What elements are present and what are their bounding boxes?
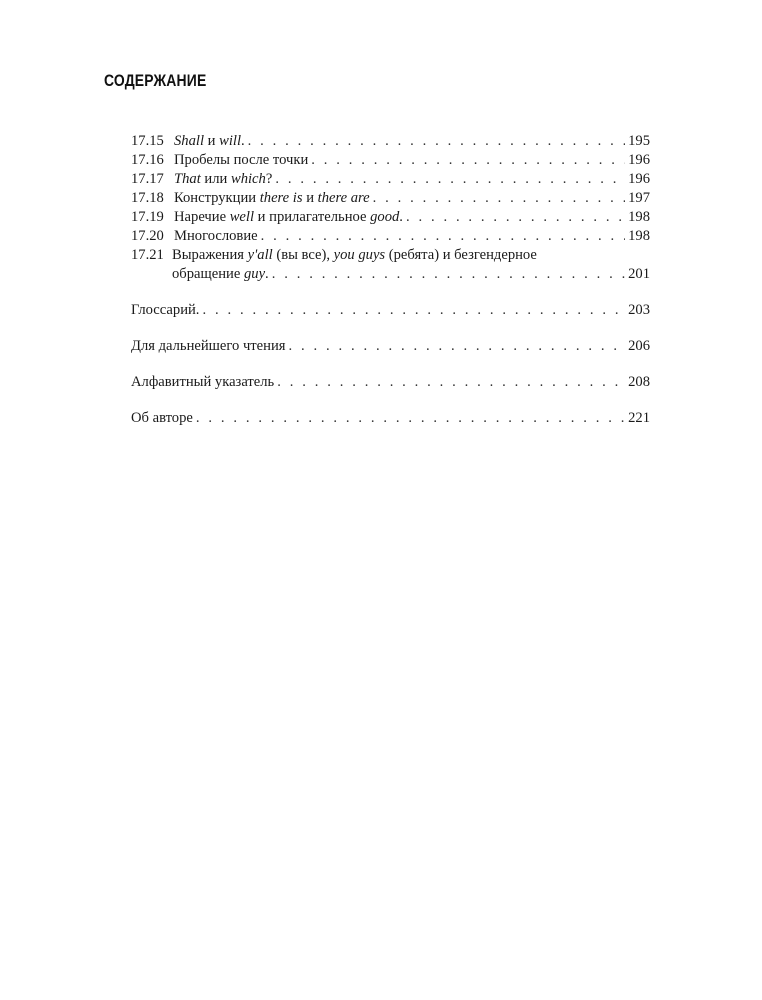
toc-entry[interactable] bbox=[131, 170, 650, 189]
entry-title bbox=[174, 189, 370, 208]
dot-leader bbox=[406, 208, 625, 227]
entry-title bbox=[174, 227, 258, 246]
entry-title-part: . bbox=[265, 266, 269, 282]
toc-section-about-author[interactable] bbox=[131, 409, 650, 428]
entry-title bbox=[172, 246, 537, 265]
section-page-number: 203 bbox=[628, 302, 650, 318]
entry-title-continuation bbox=[172, 265, 269, 284]
entry-number: 17.16 bbox=[131, 152, 164, 168]
section-gap bbox=[131, 284, 650, 301]
entry-title-part: there is bbox=[259, 190, 303, 206]
toc-entry[interactable] bbox=[131, 227, 650, 246]
entry-title-part: обращение bbox=[172, 266, 244, 282]
entry-title-part: Shall bbox=[174, 133, 204, 149]
dot-leader bbox=[275, 170, 625, 189]
entry-title-part: Многословие bbox=[174, 228, 258, 244]
table-of-contents bbox=[131, 132, 650, 428]
toc-entry-line2[interactable] bbox=[131, 265, 650, 284]
section-gap bbox=[131, 320, 650, 337]
toc-entry[interactable] bbox=[131, 151, 650, 170]
entry-title-part: (вы все), bbox=[272, 247, 334, 263]
entry-title-part: y'all bbox=[247, 247, 273, 263]
toc-entry[interactable] bbox=[131, 132, 650, 151]
entry-title-part: Пробелы после точки bbox=[174, 152, 309, 168]
dot-leader bbox=[202, 301, 625, 320]
entry-title-part: there are bbox=[317, 190, 370, 206]
entry-number: 17.18 bbox=[131, 190, 164, 206]
entry-title bbox=[174, 208, 403, 227]
section-gap bbox=[131, 392, 650, 409]
entry-title bbox=[174, 151, 308, 170]
section-title: Глоссарий. bbox=[131, 302, 200, 318]
section-title: Для дальнейшего чтения bbox=[131, 338, 286, 354]
entry-title-part: и bbox=[204, 133, 220, 149]
dot-leader bbox=[288, 337, 625, 356]
entry-number: 17.21 bbox=[131, 247, 164, 263]
section-title: Об авторе bbox=[131, 410, 193, 426]
dot-leader bbox=[248, 132, 625, 151]
entry-title bbox=[174, 170, 272, 189]
section-page-number: 206 bbox=[628, 338, 650, 354]
entry-title-part: Выражения bbox=[172, 247, 248, 263]
entry-title-part: и bbox=[302, 190, 318, 206]
entry-title-part: Конструкции bbox=[174, 190, 260, 206]
entry-number: 17.15 bbox=[131, 133, 164, 149]
entry-title-part: или bbox=[200, 171, 231, 187]
page-title: СОДЕРЖАНИЕ bbox=[104, 71, 207, 90]
entry-page-number: 196 bbox=[628, 171, 650, 187]
entry-title-part: . bbox=[241, 133, 245, 149]
dot-leader bbox=[311, 151, 625, 170]
dot-leader bbox=[196, 409, 625, 428]
section-page-number: 208 bbox=[628, 374, 650, 390]
entry-title bbox=[174, 132, 245, 151]
toc-entry[interactable] bbox=[131, 208, 650, 227]
entry-title-part: (ребята) и безгендерное bbox=[385, 247, 537, 263]
entry-title-part: That bbox=[174, 171, 201, 187]
entry-title-part: good bbox=[370, 209, 400, 225]
entry-title-part: you guys bbox=[333, 247, 386, 263]
entry-page-number: 195 bbox=[628, 133, 650, 149]
entry-title-part: . bbox=[399, 209, 403, 225]
toc-section-index[interactable] bbox=[131, 373, 650, 392]
entry-title-part: Наречие bbox=[174, 209, 230, 225]
section-page-number: 221 bbox=[628, 410, 650, 426]
entry-title-part: и прилагательное bbox=[254, 209, 371, 225]
dot-leader bbox=[277, 373, 625, 392]
entry-title-part: guy bbox=[243, 266, 266, 282]
toc-entry-line1[interactable] bbox=[131, 246, 650, 265]
entry-page-number: 201 bbox=[628, 266, 650, 282]
entry-number: 17.17 bbox=[131, 171, 164, 187]
toc-entry[interactable] bbox=[131, 189, 650, 208]
entry-number: 17.20 bbox=[131, 228, 164, 244]
entry-page-number: 198 bbox=[628, 209, 650, 225]
entry-number: 17.19 bbox=[131, 209, 164, 225]
dot-leader bbox=[373, 189, 625, 208]
entry-page-number: 196 bbox=[628, 152, 650, 168]
entry-title-part: which bbox=[230, 171, 266, 187]
section-gap bbox=[131, 356, 650, 373]
toc-section-further-reading[interactable] bbox=[131, 337, 650, 356]
entry-title-part: will bbox=[219, 133, 242, 149]
entry-page-number: 198 bbox=[628, 228, 650, 244]
section-title: Алфавитный указатель bbox=[131, 374, 275, 390]
entry-title-part: ? bbox=[265, 171, 273, 187]
dot-leader bbox=[272, 265, 625, 284]
dot-leader bbox=[261, 227, 626, 246]
toc-section-glossary[interactable] bbox=[131, 301, 650, 320]
entry-title-part: well bbox=[229, 209, 255, 225]
entry-page-number: 197 bbox=[628, 190, 650, 206]
